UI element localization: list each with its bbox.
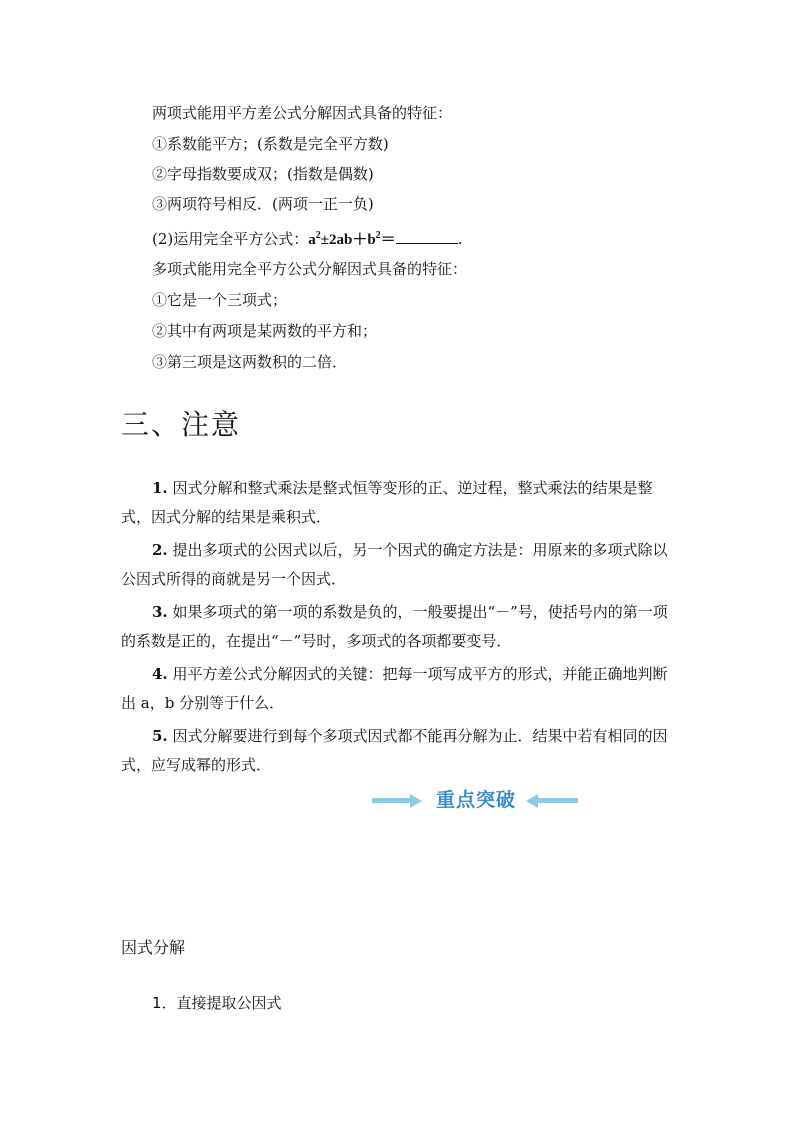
key-points-banner (372, 786, 578, 814)
banner-left-rule (372, 798, 410, 803)
diff-squares-feature-3: ③两项符号相反．(两项一正一负) (152, 195, 374, 213)
perfect-square-feature-1: ①它是一个三项式； (152, 291, 288, 309)
perfect-square-intro: 多项式能用完全平方公式分解因式具备的特征： (152, 260, 468, 278)
formula-prefix: (2)运用完全平方公式： (152, 230, 309, 248)
note-3: 3. 如果多项式的第一项的系数是负的，一般要提出“－”号，使括号内的第一项的系数是正的，在提出“－”号时，多项式的各项都要变号． (121, 603, 668, 650)
diff-squares-feature-2: ②字母指数要成双；(指数是偶数) (152, 165, 374, 183)
note-2: 2. 提出多项式的公因式以后，另一个因式的确定方法是：用原来的多项式除以公因式所得的商就是另一个因式． (121, 541, 668, 588)
perfect-square-formula-line (152, 226, 462, 250)
section-heading-notes: 三、注意 (121, 408, 242, 441)
formula-suffix: . (457, 230, 463, 248)
item-1-title: 1．直接提取公因式 (152, 994, 282, 1012)
banner-title: 重点突破 (435, 789, 516, 811)
banner-right-rule (538, 798, 578, 803)
perfect-square-feature-2: ②其中有两项是某两数的平方和； (152, 322, 378, 340)
formula-expression: $a^2\pm 2ab+b^2=$ (308, 230, 396, 248)
diff-squares-intro: 两项式能用平方差公式分解因式具备的特征： (152, 104, 453, 122)
banner-right-arrow-icon (526, 794, 538, 808)
note-4: 4. 用平方差公式分解因式的关键：把每一项写成平方的形式，并能正确地判断出 a，b 分别等于什么． (121, 665, 668, 712)
answer-blank[interactable] (396, 229, 458, 244)
section-title-factorization: 因式分解 (121, 938, 186, 957)
note-5: 5. 因式分解要进行到每个多项式因式都不能再分解为止．结果中若有相同的因式，应写成幂的形式． (121, 727, 668, 774)
perfect-square-feature-3: ③第三项是这两数积的二倍． (152, 353, 348, 371)
note-1: 1. 因式分解和整式乘法是整式恒等变形的正、逆过程，整式乘法的结果是整式，因式分解的结果是乘积式． (121, 479, 653, 526)
diff-squares-feature-1: ①系数能平方；(系数是完全平方数) (152, 135, 389, 153)
banner-left-arrow-icon (410, 794, 422, 808)
